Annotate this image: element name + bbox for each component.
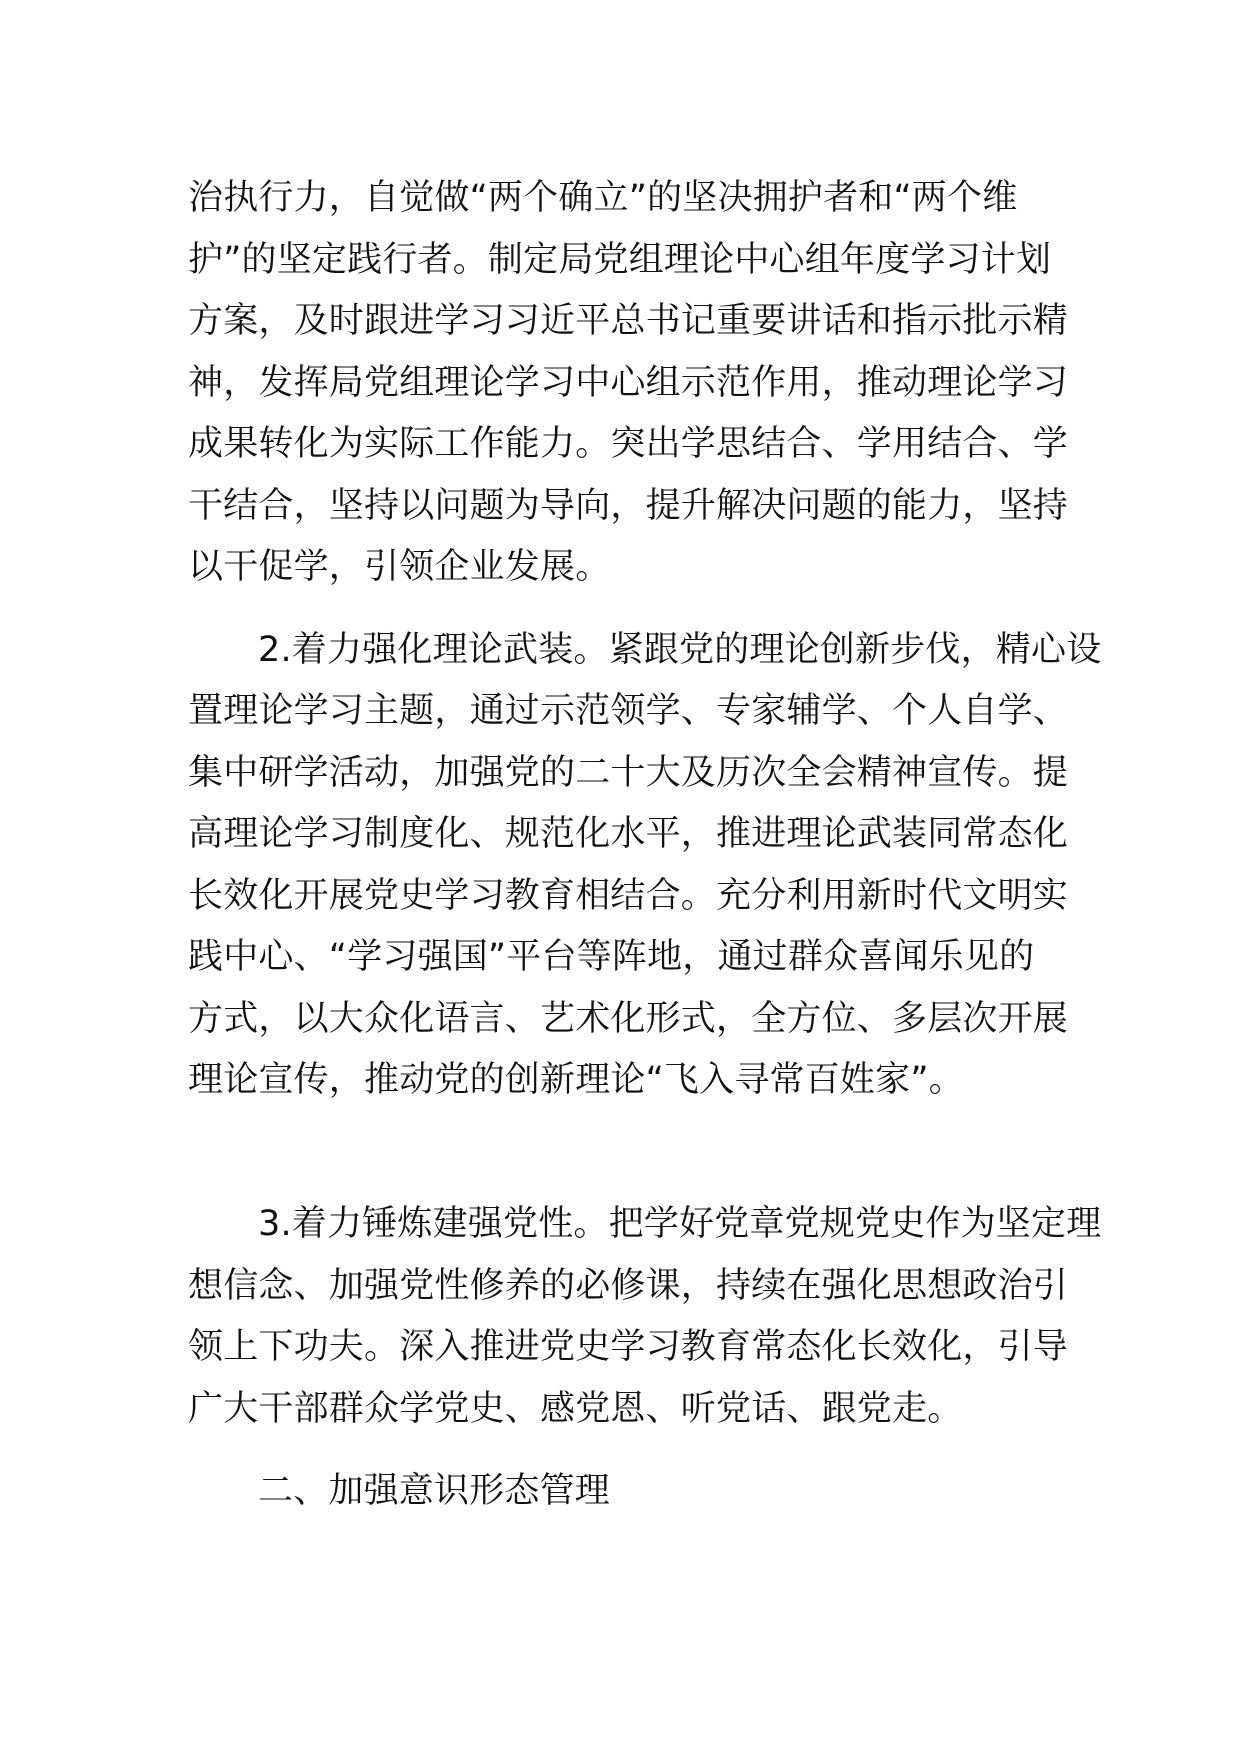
paragraph-continuation [188, 168, 1069, 599]
text-line: 置理论学习主题，通过示范领学、专家辅学、个人自学、 [188, 691, 1069, 731]
text-line: 3.着力锤炼建强党性。把学好党章党规党史作为坚定理 [258, 1204, 1102, 1244]
paragraph-item-2 [188, 620, 1102, 1174]
text-line: 方案，及时跟进学习习近平总书记重要讲话和指示批示精 [188, 301, 1069, 341]
heading-line: 二、加强意识形态管理 [258, 1471, 611, 1511]
text-line: 成果转化为实际工作能力。突出学思结合、学用结合、学 [188, 424, 1069, 464]
document-body [188, 168, 1102, 1523]
text-line: 方式，以大众化语言、艺术化形式，全方位、多层次开展 [188, 998, 1069, 1039]
text-line: 2.着力强化理论武装。紧跟党的理论创新步伐，精心设 [258, 629, 1102, 670]
section-heading [188, 1461, 1058, 1523]
text-line: 领上下功夫。深入推进党史学习教育常态化长效化，引导 [188, 1327, 1069, 1367]
text-line: 想信念、加强党性修养的必修课，持续在强化思想政治引 [188, 1265, 1069, 1306]
text-line: 高理论学习制度化、规范化水平，推进理论武装同常态化 [188, 814, 1069, 854]
text-line: 护”的坚定践行者。制定局党组理论中心组年度学习计划 [188, 239, 1052, 280]
text-line: 广大干部群众学党史、感党恩、听党话、跟党走。 [188, 1388, 963, 1429]
text-line: 干结合，坚持以问题为导向，提升解决问题的能力，坚持 [188, 485, 1069, 526]
text-line: 治执行力，自觉做“两个确立”的坚决拥护者和“两个维 [188, 178, 1018, 218]
text-line: 集中研学活动，加强党的二十大及历次全会精神宣传。提 [188, 752, 1069, 793]
text-line: 长效化开展党史学习教育相结合。充分利用新时代文明实 [188, 875, 1069, 916]
text-line: 以干促学，引领企业发展。 [188, 547, 611, 587]
text-line: 神，发挥局党组理论学习中心组示范作用，推动理论学习 [188, 362, 1069, 403]
text-line: 理论宣传，推动党的创新理论“飞入寻常百姓家”。 [188, 1060, 964, 1100]
text-line: 践中心、“学习强国”平台等阵地，通过群众喜闻乐见的 [188, 937, 1035, 977]
paragraph-item-3 [188, 1194, 1102, 1440]
text-line [188, 1112, 1058, 1174]
